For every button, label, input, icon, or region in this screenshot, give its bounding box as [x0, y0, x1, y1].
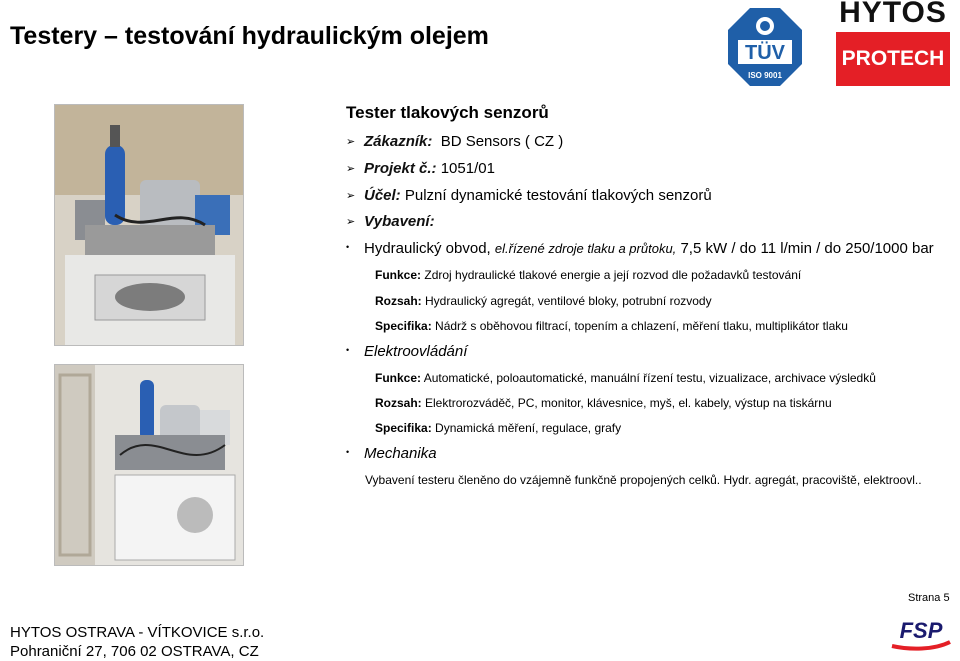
hydraulic-spec: Specifika: Nádrž s oběhovou filtrací, topením a chlazení, měření tlaku, multiplikátor tlaku: [375, 319, 848, 333]
project-value: 1051/01: [440, 160, 495, 177]
mechanics-heading: • Mechanika: [346, 445, 437, 462]
tuv-iso: ISO 9001: [748, 71, 782, 80]
mechanics-text: Vybavení testeru členěno do vzájemně funkčně propojených celků. Hydr. agregát, pracoviště, elektroovl..: [365, 473, 922, 487]
electro-spec: Specifika: Dynamická měření, regulace, grafy: [375, 421, 622, 435]
project-row: ➢ Projekt č.: 1051/01: [346, 160, 495, 177]
fsp-text: FSP: [899, 618, 943, 643]
electro-heading: • Elektroovládání: [346, 343, 468, 360]
hydraulic-heading: • Hydraulický obvod, el.řízené zdroje tlaku a průtoku, 7,5 kW / do 11 l/min / do 250/1000 bar: [346, 240, 934, 257]
page-title: Testery – testování hydraulickým olejem: [10, 22, 489, 50]
purpose-value: Pulzní dynamické testování tlakových senzorů: [404, 187, 712, 204]
hydraulic-function: Funkce: Zdroj hydraulické tlakové energie a její rozvod dle požadavků testování: [375, 268, 802, 282]
arrow-bullet-icon: ➢: [346, 163, 356, 175]
arrow-bullet-icon: ➢: [346, 216, 356, 228]
dot-bullet-icon: •: [346, 242, 350, 252]
dot-bullet-icon: •: [346, 447, 350, 457]
tester-workstation-photo: [54, 364, 244, 566]
fsp-logo: [890, 616, 952, 652]
company-name: HYTOS OSTRAVA - VÍTKOVICE s.r.o.: [10, 624, 265, 641]
hydraulic-scope: Rozsah: Hydraulický agregát, ventilové bloky, potrubní rozvody: [375, 294, 712, 308]
section-title: Tester tlakových senzorů: [346, 103, 549, 122]
protech-wordmark: PROTECH: [836, 32, 950, 86]
customer-value: BD Sensors ( CZ ): [440, 133, 564, 150]
footer-address: [10, 623, 264, 661]
customer-row: ➢ Zákazník: BD Sensors ( CZ ): [346, 133, 564, 150]
electro-scope: Rozsah: Elektrorozváděč, PC, monitor, klávesnice, myš, el. kabely, výstup na tiskárnu: [375, 396, 832, 410]
page-number: Strana 5: [908, 592, 950, 604]
arrow-bullet-icon: ➢: [346, 136, 356, 148]
equipment-row: ➢ Vybavení:: [346, 213, 435, 230]
tuv-logo: [726, 6, 804, 88]
purpose-row: ➢ Účel: Pulzní dynamické testování tlakových senzorů: [346, 187, 712, 204]
tuv-text: TÜV: [745, 42, 785, 64]
electro-function: Funkce: Automatické, poloautomatické, manuální řízení testu, vizualizace, archivace výsledků: [375, 371, 876, 385]
arrow-bullet-icon: ➢: [346, 190, 356, 202]
dot-bullet-icon: •: [346, 345, 350, 355]
hytos-wordmark: HYTOS: [839, 0, 947, 29]
company-address: Pohraniční 27, 706 02 OSTRAVA, CZ: [10, 643, 259, 660]
hydraulic-unit-photo: [54, 104, 244, 346]
hytos-protech-logo: [836, 0, 950, 86]
